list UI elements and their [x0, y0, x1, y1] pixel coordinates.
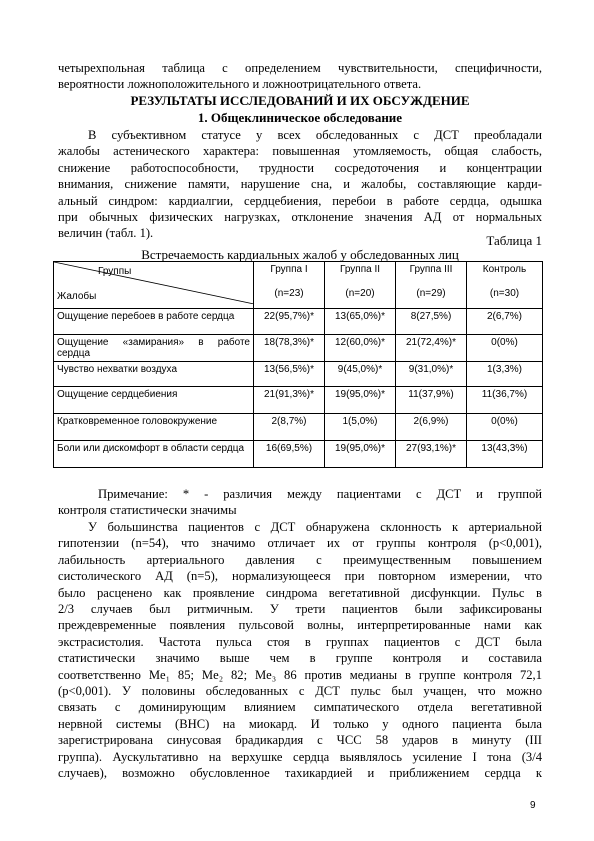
table-cell: 16(69,5%) — [254, 441, 325, 468]
table-row — [54, 387, 543, 414]
row-label: Ощущение «замирания» в работе сердца — [54, 335, 254, 362]
text-line: гипотензии (n=54), что значимо отличает их от группы контроля (p<0,001), — [58, 536, 542, 551]
table-title: Встречаемость кардиальных жалоб у обследованных лиц — [141, 247, 459, 262]
text-line: при обычных физических нагрузках, отклонение значения АД от нормальных — [58, 210, 542, 225]
table-cell: 18(78,3%)* — [254, 335, 325, 362]
text-line: преждевременные появления пульсовой волны, интерпретированные нами как — [58, 618, 542, 633]
table-cell: 21(72,4%)* — [396, 335, 467, 362]
row-label: Ощущение сердцебиения — [54, 387, 254, 414]
table-row — [54, 414, 543, 441]
table-cell: 9(31,0%)* — [396, 362, 467, 387]
table-cell: 19(95,0%)* — [325, 387, 396, 414]
table-label: Таблица 1 — [486, 233, 542, 248]
text-line: величин (табл. 1). — [58, 226, 154, 241]
text-line: нервной системы (ВНС) на миокард. И только у одного пациента была — [58, 716, 542, 731]
row-label: Боли или дискомфорт в области сердца — [54, 441, 254, 468]
table-cell: 2(6,9%) — [396, 414, 467, 441]
text-line: группа). Аускультативно на верхушке сердца выявлялось усиление I тона (3/4 — [58, 749, 542, 764]
table-cell: 9(45,0%)* — [325, 362, 396, 387]
text-line: вероятности ложноположительного и ложноотрицательного ответа. — [58, 77, 422, 92]
table-row — [54, 309, 543, 335]
text-line: альный синдром: кардиалгии, сердцебиения, перебои в работе сердца, одышка — [58, 193, 542, 208]
column-header: Контроль (n=30) — [467, 262, 543, 309]
table-row — [54, 362, 543, 387]
table-cell: 2(8,7%) — [254, 414, 325, 441]
corner-bottom-label: Жалобы — [57, 291, 97, 302]
table-note — [58, 486, 542, 519]
text-line: лабильность артериального давления с преимущественным повышением — [58, 552, 542, 567]
column-header: Группа II (n=20) — [325, 262, 396, 309]
table-cell: 19(95,0%)* — [325, 441, 396, 468]
table-cell: 21(91,3%)* — [254, 387, 325, 414]
table-cell: 0(0%) — [467, 335, 543, 362]
table-cell: 8(27,5%) — [396, 309, 467, 335]
table-cell: 22(95,7%)* — [254, 309, 325, 335]
text-line: статистически значимо выше чем в группе контроля и составила — [58, 651, 542, 666]
table-row — [54, 441, 543, 468]
column-header: Группа III (n=29) — [396, 262, 467, 309]
text-line: зарегистрирована синусовая брадикардия с ЧСС 58 ударов в минуту (III — [58, 733, 542, 748]
table-cell: 1(3,3%) — [467, 362, 543, 387]
table-cell: 27(93,1%)* — [396, 441, 467, 468]
text-line: жалобы астенического характера: повышенная утомляемость, общая слабость, — [58, 144, 542, 159]
text-line: экстрасистолия. Частота пульса стоя в группах пациентов с ДСТ была — [58, 634, 542, 649]
section-heading: РЕЗУЛЬТАТЫ ИССЛЕДОВАНИЙ И ИХ ОБСУЖДЕНИЕ — [130, 93, 470, 108]
table-corner-cell — [54, 262, 254, 309]
table-cell: 1(5,0%) — [325, 414, 396, 441]
paragraph-complaints — [58, 127, 542, 242]
page-number: 9 — [530, 800, 536, 811]
row-label: Ощущение перебоев в работе сердца — [54, 309, 254, 335]
text-line: случаев), возможно обусловленное тахикардией и приближением сердца к — [58, 766, 542, 781]
text-line: четырехпольная таблица с определением чувствительности, специфичности, — [58, 61, 542, 75]
complaints-table — [53, 261, 543, 468]
text-line: Примечание: * - различия между пациентами с ДСТ и группой — [98, 487, 542, 501]
text-line: (p<0,001). У половины обследованных с ДСТ пульс был учащен, что можно — [58, 684, 542, 699]
intro-paragraph — [58, 60, 542, 93]
table-row — [54, 335, 543, 362]
table-cell: 2(6,7%) — [467, 309, 543, 335]
text-line: связать с доминирующим влиянием симпатического отдела вегетативной — [58, 700, 542, 715]
text-line: контроля статистически значимы — [58, 503, 237, 518]
text-line: внимания, снижение памяти, нарушение сна, и жалобы, составляющие карди- — [58, 177, 542, 192]
table-cell: 0(0%) — [467, 414, 543, 441]
paragraph-pulse — [58, 519, 542, 782]
subsection-heading: 1. Общеклиническое обследование — [197, 110, 403, 125]
row-label: Чувство нехватки воздуха — [54, 362, 254, 387]
column-header: Группа I (n=23) — [254, 262, 325, 309]
table-cell: 13(43,3%) — [467, 441, 543, 468]
text-line: В субъективном статусе у всех обследованных с ДСТ преобладали — [88, 128, 542, 142]
table-cell: 12(60,0%)* — [325, 335, 396, 362]
text-line: снижение работоспособности, трудности сосредоточения и концентрации — [58, 160, 542, 175]
text-line: было расценено как проявление синдрома вегетативной дисфункции. Пульс в — [58, 585, 542, 600]
text-line: 2/3 случаев был ритмичным. У трети пациентов были зафиксированы — [58, 602, 542, 617]
table-cell: 11(37,9%) — [396, 387, 467, 414]
text-line: систолического АД (n=5), нормализующееся при повторном измерении, что — [58, 569, 542, 584]
table-header-row — [54, 262, 543, 309]
text-line: соответственно Me₁ 85; Me₂ 82; Me₃ 86 против медианы в группе контроля 72,1 — [58, 667, 542, 682]
table-cell: 13(65,0%)* — [325, 309, 396, 335]
table-cell: 11(36,7%) — [467, 387, 543, 414]
corner-top-label: Группы — [98, 266, 132, 277]
table-cell: 13(56,5%)* — [254, 362, 325, 387]
row-label: Кратковременное головокружение — [54, 414, 254, 441]
text-line: У большинства пациентов с ДСТ обнаружена склонность к артериальной — [88, 520, 542, 534]
